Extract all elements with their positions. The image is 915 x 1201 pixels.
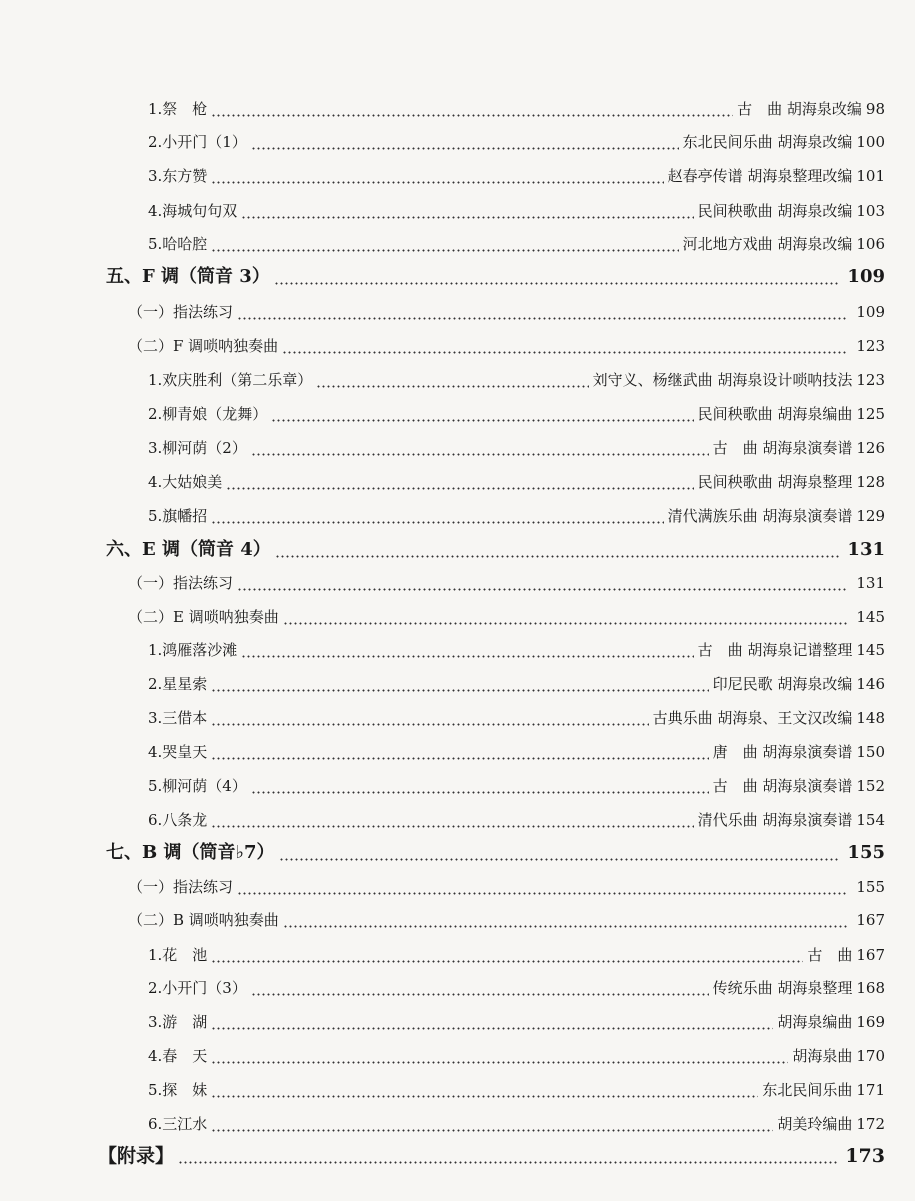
toc-entry[interactable]	[148, 467, 885, 497]
toc-entry-title: 3.柳河荫（2）	[148, 439, 247, 457]
toc-entry[interactable]	[148, 229, 885, 259]
toc-entry[interactable]	[148, 399, 885, 429]
dot-leader	[251, 791, 709, 794]
toc-entry-title: 5.哈哈腔	[148, 235, 208, 253]
toc-entry-page-number: 171	[856, 1081, 885, 1099]
toc-entry-page-number: 173	[845, 1145, 885, 1167]
dot-leader	[274, 282, 840, 285]
toc-entry-title: 2.星星索	[148, 675, 208, 693]
toc-entry-source: 古 曲	[807, 946, 853, 964]
toc-entry[interactable]	[128, 331, 885, 361]
toc-entry-title: （一）指法练习	[128, 878, 234, 896]
toc-entry-title: 【附录】	[98, 1145, 175, 1167]
toc-entry-title: 4.春 天	[148, 1047, 208, 1065]
toc-entry-page-number: 152	[856, 777, 885, 795]
toc-entry-page-number: 125	[856, 405, 885, 423]
toc-entry-page-number: 148	[856, 709, 885, 727]
toc-entry[interactable]	[148, 1041, 885, 1071]
toc-entry[interactable]	[128, 602, 885, 632]
toc-entry-source: 古典乐曲 胡海泉、王文汉改编	[652, 709, 853, 727]
toc-entry-page-number: 109	[856, 303, 885, 321]
toc-entry[interactable]	[148, 196, 885, 226]
toc-entry-page-number: 126	[856, 439, 885, 457]
dot-leader	[211, 825, 693, 828]
dot-leader	[237, 892, 848, 895]
toc-entry[interactable]	[148, 1075, 885, 1105]
toc-entry-title: 1.欢庆胜利（第二乐章）	[148, 371, 313, 389]
toc-entry-source: 民间秧歌曲 胡海泉编曲	[697, 405, 853, 423]
toc-entry-title: 3.东方赞	[148, 167, 208, 185]
dot-leader	[178, 1161, 837, 1164]
toc-entry-source: 民间秧歌曲 胡海泉整理	[697, 473, 853, 491]
toc-entry-title: 5.探 妹	[148, 1081, 208, 1099]
toc-entry-title: 3.游 湖	[148, 1013, 208, 1031]
toc-entry-source: 刘守义、杨继武曲 胡海泉设计唢呐技法	[592, 371, 853, 389]
dot-leader	[211, 689, 708, 692]
toc-entry-title: 五、F 调（筒音 3）	[106, 266, 270, 287]
toc-entry[interactable]	[148, 771, 885, 801]
toc-entry-page-number: 131	[856, 574, 885, 592]
dot-leader	[241, 216, 693, 219]
toc-entry-page-number: 131	[847, 539, 885, 560]
toc-entry-title: （一）指法练习	[128, 574, 234, 592]
toc-entry[interactable]	[148, 365, 885, 395]
dot-leader	[251, 453, 709, 456]
toc-entry-title: 4.大姑娘美	[148, 473, 223, 491]
dot-leader	[226, 487, 693, 490]
toc-entry-source: 古 曲 胡海泉演奏谱	[712, 777, 853, 795]
toc-entry[interactable]	[106, 262, 885, 292]
toc-entry-source: 唐 曲 胡海泉演奏谱	[712, 743, 853, 761]
toc-entry-source: 民间秧歌曲 胡海泉改编	[697, 202, 853, 220]
toc-entry[interactable]	[148, 1109, 885, 1139]
toc-entry-page-number: 98	[865, 100, 885, 118]
toc-entry-title: 1.花 池	[148, 946, 208, 964]
toc-entry-title: 1.鸿雁落沙滩	[148, 641, 238, 659]
dot-leader	[271, 419, 693, 422]
toc-entry-page-number: 154	[856, 811, 885, 829]
toc-entry-title: 3.三借本	[148, 709, 208, 727]
toc-entry-title: 5.柳河荫（4）	[148, 777, 247, 795]
toc-entry-title: 2.小开门（1）	[148, 133, 247, 151]
toc-entry[interactable]	[128, 568, 885, 598]
toc-entry[interactable]	[148, 161, 885, 191]
toc-entry[interactable]	[106, 535, 885, 565]
toc-entry-page-number: 100	[856, 133, 885, 151]
dot-leader	[211, 723, 648, 726]
dot-leader	[237, 588, 848, 591]
dot-leader	[211, 249, 678, 252]
toc-entry-title: 六、E 调（筒音 4）	[106, 539, 271, 560]
toc-entry-page-number: 170	[856, 1047, 885, 1065]
dot-leader	[211, 521, 663, 524]
toc-entry[interactable]	[98, 1141, 885, 1171]
toc-entry[interactable]	[148, 940, 885, 970]
dot-leader	[211, 757, 708, 760]
toc-entry-title: （二）B 调唢呐独奏曲	[128, 911, 279, 929]
toc-entry-page-number: 123	[856, 371, 885, 389]
toc-entry-page-number: 123	[856, 337, 885, 355]
toc-entry-page-number: 167	[856, 946, 885, 964]
dot-leader	[211, 114, 733, 117]
dot-leader	[251, 993, 709, 996]
dot-leader	[211, 181, 663, 184]
toc-entry-page-number: 145	[856, 608, 885, 626]
toc-entry-page-number: 172	[856, 1115, 885, 1133]
dot-leader	[279, 858, 840, 861]
toc-entry-source: 赵春亭传谱 胡海泉整理改编	[667, 167, 853, 185]
toc-entry-title: 5.旗幡招	[148, 507, 208, 525]
dot-leader	[283, 622, 849, 625]
toc-entry-title: 6.八条龙	[148, 811, 208, 829]
dot-leader	[211, 1027, 773, 1030]
toc-entry-page-number: 106	[856, 235, 885, 253]
toc-entry-source: 胡美玲编曲	[777, 1115, 853, 1133]
toc-entry-page-number: 169	[856, 1013, 885, 1031]
toc-entry-source: 古 曲 胡海泉记谱整理	[697, 641, 853, 659]
toc-entry-source: 古 曲 胡海泉演奏谱	[712, 439, 853, 457]
toc-entry-page-number: 155	[856, 878, 885, 896]
toc-entry-page-number: 101	[856, 167, 885, 185]
dot-leader	[316, 385, 588, 388]
toc-entry[interactable]	[128, 872, 885, 902]
dot-leader	[211, 960, 803, 963]
dot-leader	[211, 1129, 773, 1132]
toc-entry[interactable]	[106, 838, 885, 868]
toc-entry-page-number: 145	[856, 641, 885, 659]
toc-entry[interactable]	[148, 703, 885, 733]
toc-entry-title: 4.哭皇天	[148, 743, 208, 761]
toc-entry-source: 河北地方戏曲 胡海泉改编	[682, 235, 853, 253]
dot-leader	[283, 925, 849, 928]
toc-entry-title: （一）指法练习	[128, 303, 234, 321]
toc-entry[interactable]	[148, 737, 885, 767]
toc-entry-page-number: 146	[856, 675, 885, 693]
toc-entry[interactable]	[128, 905, 885, 935]
toc-entry-source: 印尼民歌 胡海泉改编	[712, 675, 853, 693]
toc-entry-title: 4.海城句句双	[148, 202, 238, 220]
dot-leader	[251, 147, 679, 150]
toc-entry[interactable]	[148, 805, 885, 835]
toc-entry-source: 清代乐曲 胡海泉演奏谱	[697, 811, 853, 829]
toc-entry-page-number: 167	[856, 911, 885, 929]
toc-entry[interactable]	[148, 973, 885, 1003]
toc-entry-source: 古 曲 胡海泉改编	[737, 100, 862, 118]
dot-leader	[237, 317, 848, 320]
toc-entry-page-number: 168	[856, 979, 885, 997]
toc-entry[interactable]	[148, 1007, 885, 1037]
toc-entry-source: 东北民间乐曲 胡海泉改编	[682, 133, 853, 151]
toc-entry-source: 胡海泉曲	[792, 1047, 853, 1065]
toc-entry-page-number: 128	[856, 473, 885, 491]
toc-entry-page-number: 129	[856, 507, 885, 525]
toc-entry-source: 胡海泉编曲	[777, 1013, 853, 1031]
dot-leader	[282, 351, 848, 354]
toc-entry-title: 2.小开门（3）	[148, 979, 247, 997]
toc-entry-title: 七、B 调（筒音♭7）	[106, 842, 275, 863]
dot-leader	[211, 1061, 788, 1064]
toc-entry[interactable]	[148, 127, 885, 157]
toc-entry[interactable]	[148, 94, 885, 124]
toc-entry-source: 传统乐曲 胡海泉整理	[712, 979, 853, 997]
toc-entry-title: 2.柳青娘（龙舞）	[148, 405, 268, 423]
toc-entry-title: 1.祭 枪	[148, 100, 208, 118]
toc-entry-page-number: 109	[847, 266, 885, 287]
toc-entry-title: 6.三江水	[148, 1115, 208, 1133]
dot-leader	[241, 655, 693, 658]
toc-entry[interactable]	[148, 433, 885, 463]
toc-entry[interactable]	[148, 635, 885, 665]
toc-entry-page-number: 103	[856, 202, 885, 220]
toc-entry[interactable]	[148, 669, 885, 699]
toc-entry-title: （二）E 调唢呐独奏曲	[128, 608, 279, 626]
toc-entry-page-number: 150	[856, 743, 885, 761]
dot-leader	[211, 1095, 758, 1098]
toc-entry[interactable]	[128, 297, 885, 327]
toc-entry-title: （二）F 调唢呐独奏曲	[128, 337, 279, 355]
toc-entry-page-number: 155	[847, 842, 885, 863]
toc-entry-source: 清代满族乐曲 胡海泉演奏谱	[667, 507, 853, 525]
toc-entry[interactable]	[148, 501, 885, 531]
toc-entry-source: 东北民间乐曲	[762, 1081, 853, 1099]
dot-leader	[275, 555, 840, 558]
